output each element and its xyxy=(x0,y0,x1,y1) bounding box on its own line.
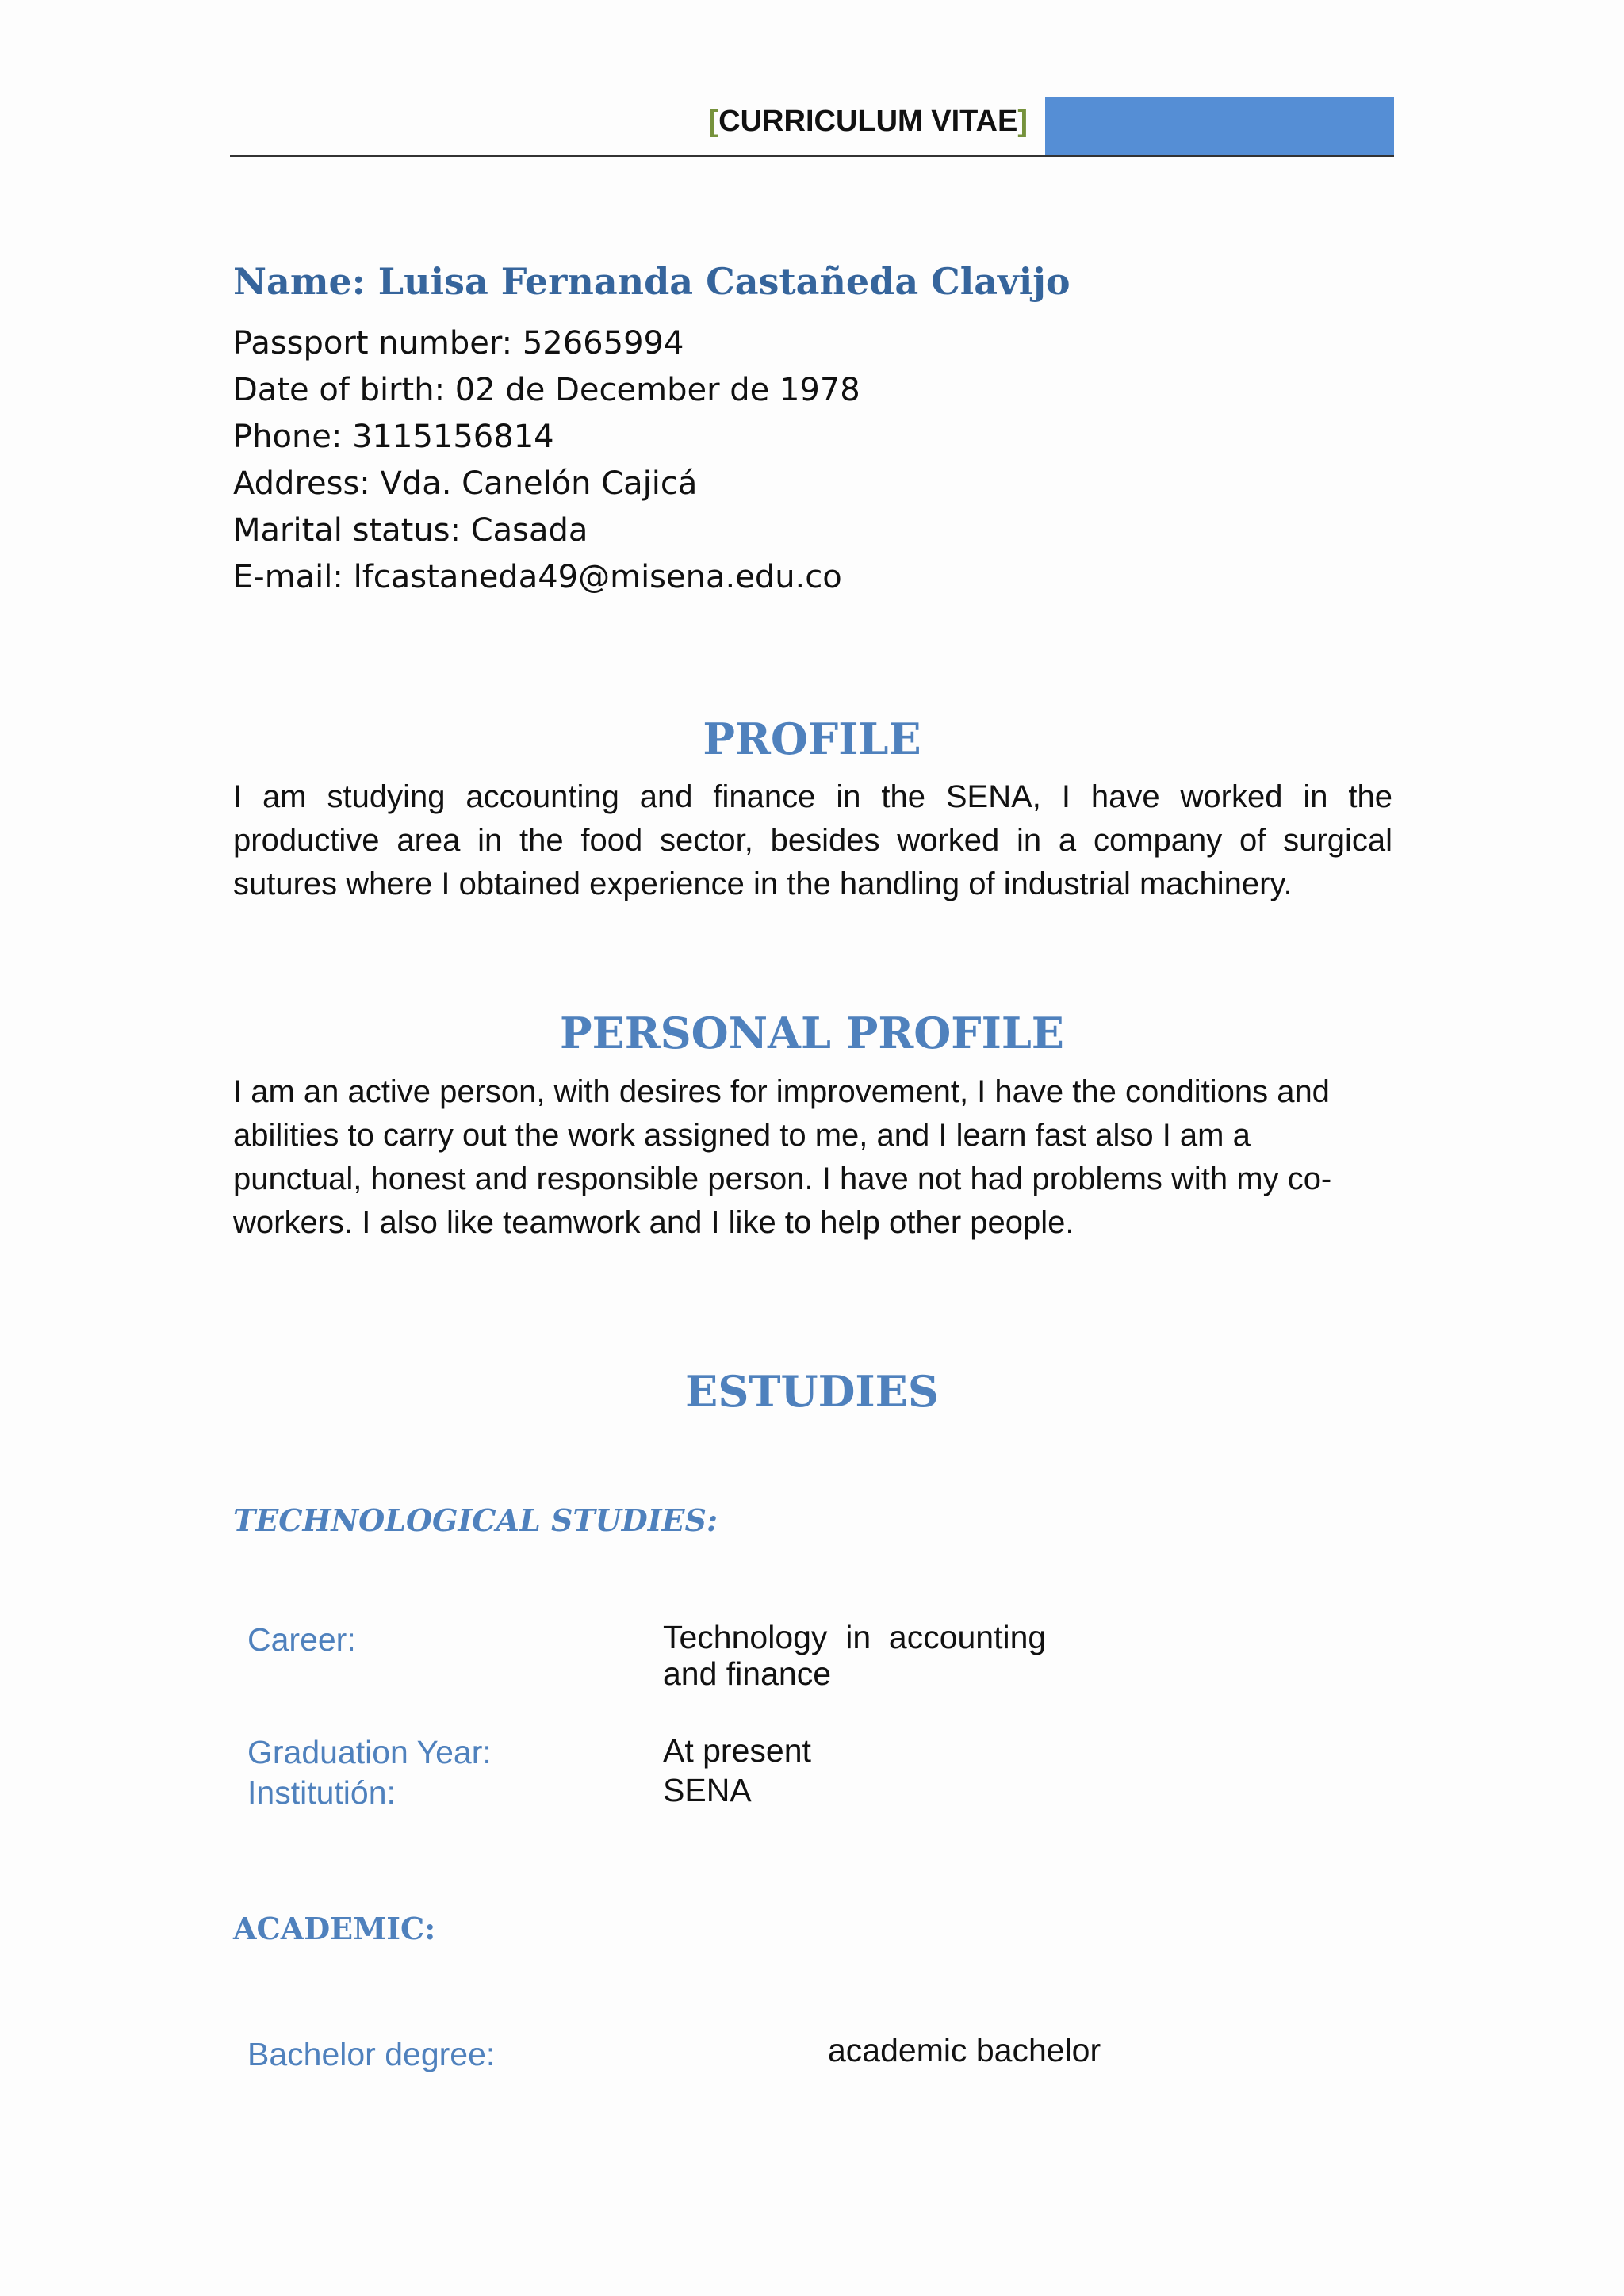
career-label: Career: xyxy=(247,1621,356,1658)
phone-number: Phone: 3115156814 xyxy=(233,419,554,455)
header-divider xyxy=(230,155,1394,157)
institution-value: SENA xyxy=(663,1772,752,1808)
personal-profile-line: workers. I also like teamwork and I like to help other people. xyxy=(233,1205,1074,1240)
studies-heading: ESTUDIES xyxy=(685,1366,939,1417)
bachelor-degree-label: Bachelor degree: xyxy=(247,2036,496,2072)
personal-profile-line: abilities to carry out the work assigned to me, and I learn fast also I am a xyxy=(233,1118,1251,1153)
institution-label: Institutión: xyxy=(247,1774,396,1811)
personal-profile-text xyxy=(233,1070,1392,1245)
personal-profile-line: I am an active person, with desires for improvement, I have the conditions and xyxy=(233,1074,1330,1109)
header-close-bracket: ] xyxy=(1017,105,1028,138)
personal-profile-heading: PERSONAL PROFILE xyxy=(560,1008,1064,1058)
academic-heading: ACADEMIC: xyxy=(233,1911,436,1946)
contact-block xyxy=(233,320,1264,601)
technological-studies-heading: TECHNOLOGICAL STUDIES: xyxy=(233,1502,718,1538)
profile-heading: PROFILE xyxy=(703,714,921,764)
bachelor-degree-value: academic bachelor xyxy=(828,2032,1101,2068)
address: Address: Vda. Canelón Cajicá xyxy=(233,465,698,502)
header-title-text: CURRICULUM VITAE xyxy=(718,105,1018,138)
passport-number: Passport number: 52665994 xyxy=(233,325,684,362)
career-value xyxy=(663,1619,1046,1692)
header-accent-bar xyxy=(1045,97,1394,155)
career-value-line: and finance xyxy=(663,1655,832,1692)
graduation-year-value: At present xyxy=(663,1732,811,1769)
header-open-bracket: [ xyxy=(708,105,719,138)
profile-text: I am studying accounting and finance in the SENA, I have worked in the productive area in the food sector, besides worked in a company of surgical sutures where I obtained experience in the handling of industrial machinery. xyxy=(233,779,1392,901)
marital-status: Marital status: Casada xyxy=(233,512,588,549)
candidate-name: Name: Luisa Fernanda Castañeda Clavijo xyxy=(233,260,1071,303)
date-of-birth: Date of birth: 02 de December de 1978 xyxy=(233,372,860,408)
document-header-title xyxy=(709,105,1028,139)
email-address: E-mail: lfcastaneda49@misena.edu.co xyxy=(233,559,842,595)
personal-profile-line: punctual, honest and responsible person. I have not had problems with my co- xyxy=(233,1161,1332,1196)
graduation-year-label: Graduation Year: xyxy=(247,1734,492,1770)
career-value-line: Technology in accounting xyxy=(663,1619,1047,1655)
